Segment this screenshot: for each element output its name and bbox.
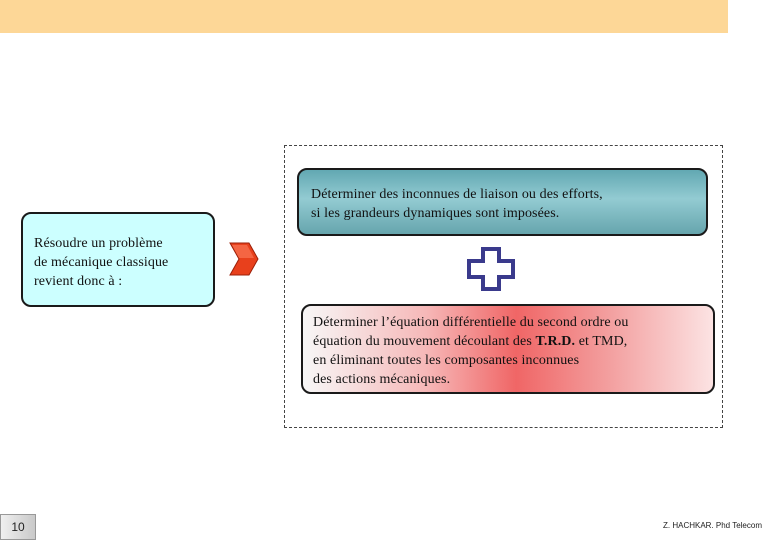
plus-icon [467, 247, 515, 291]
unknowns-line-2: si les grandeurs dynamiques sont imposées. [311, 206, 560, 221]
equation-box [301, 304, 715, 394]
page-number: 10 [0, 514, 36, 540]
unknowns-line-1: Déterminer des inconnues de liaison ou des efforts, [311, 187, 603, 202]
equation-line-2-prefix: équation du mouvement découlant des [313, 334, 536, 349]
problem-box [21, 212, 215, 307]
unknowns-box [297, 168, 708, 236]
equation-line-3: en éliminant toutes les composantes inconnues [313, 353, 580, 368]
problem-line-3: revient donc à : [34, 274, 123, 289]
chevron-right-icon [229, 242, 259, 276]
equation-line-2 [313, 332, 705, 351]
equation-line-4: des actions mécaniques. [313, 372, 451, 387]
equation-line-2-suffix: et TMD, [575, 334, 628, 349]
footer-author: Z. HACHKAR. Phd Telecom [663, 521, 762, 530]
header-band [0, 0, 728, 33]
problem-line-1: Résoudre un problème [34, 236, 163, 251]
problem-line-2: de mécanique classique [34, 255, 169, 270]
equation-line-1: Déterminer l’équation différentielle du second ordre ou [313, 315, 629, 330]
trd-label: T.R.D. [535, 334, 576, 349]
